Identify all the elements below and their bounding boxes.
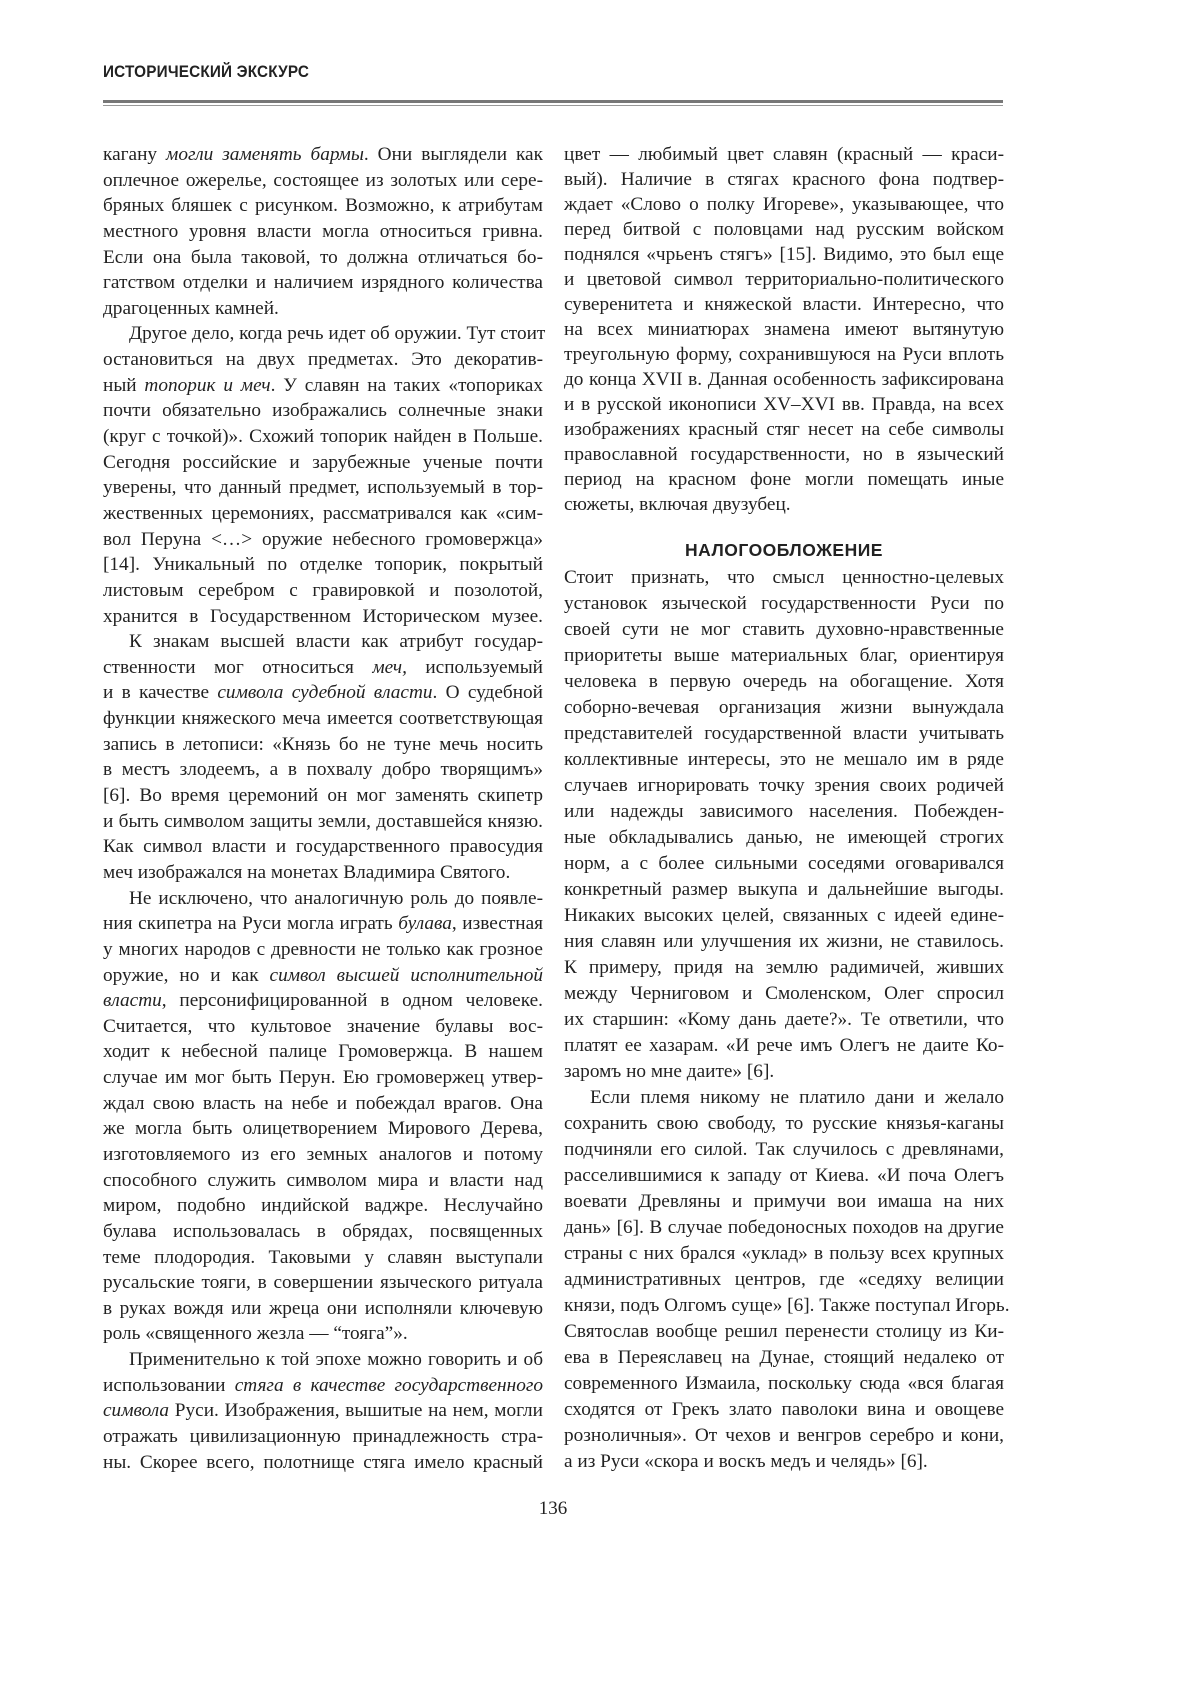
text-line: Святослав вообще решил перенести столицу из Ки- [564,1319,1004,1345]
text-line: коллективные интересы, это не мешало им в ряде [564,747,1004,773]
text-run: оружие, но и как [103,965,270,986]
text-line: Применительно к той эпохе можно говорить и об [103,1347,543,1373]
italic-run: топорик и меч [144,375,270,396]
text-run: используемый [407,657,543,678]
text-line: оплечное ожерелье, состоящее из золотых или сере- [103,168,543,194]
text-line: вол Перуна <…> оружие небесного громовержца» [103,527,543,553]
text-line: местного уровня власти могла относиться гривна. [103,219,543,245]
running-title: ИСТОРИЧЕСКИЙ ЭКСКУРС [103,62,309,82]
text-line: соборно-вечевая организация жизни вынуждала [564,695,1004,721]
text-line: Никаких высоких целей, связанных с идеей едине- [564,903,1004,929]
text-line: почти обязательно изображались солнечные знаки [103,398,543,424]
text-line: треугольную форму, сохранившуюся на Руси вплоть [564,342,1004,367]
text-line: функции княжеского меча имеется соответствующая [103,706,543,732]
text-line: на всех миниатюрах знамена имеют вытянутую [564,317,1004,342]
text-line: роль «священного жезла — “тояга”». [103,1321,543,1347]
text-line: подчиняли его силой. Так случилось с древлянами, [564,1137,1004,1163]
text-line [103,963,543,989]
text-line: между Черниговом и Смоленском, Олег спросил [564,981,1004,1007]
text-line: ния славян или улучшения их жизни, не ставилось. [564,929,1004,955]
text-line: жественных церемониях, рассматривался как «сим- [103,501,543,527]
text-line: установок языческой государственности Руси по [564,591,1004,617]
text-run: . Они выглядели как [364,144,543,165]
italic-run: стяга в качестве государственного [235,1375,543,1396]
text-line: (круг с точкой)». Схожий топорик найден в Польше. [103,424,543,450]
text-line: сходятся от Грекъ злато паволоки вина и овощеве [564,1397,1004,1423]
text-line: уверены, что данный предмет, используемый в тор- [103,475,543,501]
text-line: своей сути не мог ставить духовно-нравственные [564,617,1004,643]
text-line: конкретный размер выкупа и дальнейшие выгоды. [564,877,1004,903]
text-line: Другое дело, когда речь идет об оружии. Тут стоит [103,321,543,347]
text-line: православной государственности, но в языческий [564,442,1004,467]
text-line: а из Руси «скора и воскъ медъ и челядь» [6]. [564,1449,1004,1475]
text-line: до конца XVII в. Данная особенность зафиксирована [564,367,1004,392]
text-line [103,373,543,399]
text-line: ны. Скорее всего, полотнище стяга имело красный [103,1450,543,1476]
text-line: дань» [6]. В случае победоносных походов на другие [564,1215,1004,1241]
text-line: или надежды зависимого населения. Побежден- [564,799,1004,825]
italic-run: власти [103,990,162,1011]
text-run: кагану [103,144,166,165]
italic-run: символа [103,1400,169,1421]
text-line: [14]. Уникальный по отделке топорик, покрытый [103,552,543,578]
text-line: норм, а с более сильными соседями оговаривался [564,851,1004,877]
text-line [103,988,543,1014]
italic-run: символ высшей исполнительной [270,965,543,986]
text-line: Сегодня российские и зарубежные ученые почти [103,450,543,476]
text-run: . О судебной [433,682,543,703]
text-line: изображениях красный стяг несет на себе символы [564,417,1004,442]
header-rule [103,100,1003,103]
text-line: человека в первую очередь на обогащение. Хотя [564,669,1004,695]
text-run: ния скипетра на Руси могла играть [103,913,398,934]
text-line: остановиться на двух предметах. Это декоратив- [103,347,543,373]
right-column-top [564,142,1004,517]
text-line: и в русской иконописи XV–XVI вв. Правда, на всех [564,392,1004,417]
text-line: же могла быть олицетворением Мирового Дерева, [103,1116,543,1142]
text-line: сюжеты, включая двузубец. [564,492,1004,517]
text-run: использовании [103,1375,235,1396]
text-line: и быть символом защиты земли, доставшейся князю. [103,809,543,835]
text-line: князи, подъ Олгомъ суще» [6]. Также поступал Игорь. [564,1293,1004,1319]
page-number: 136 [0,1498,1106,1520]
text-line: ждает «Слово о полку Игореве», указывающее, что [564,192,1004,217]
text-line: у многих народов с древности не только как грозное [103,937,543,963]
text-line: драгоценных камней. [103,296,543,322]
text-line: поднялся «чрьенъ стягъ» [15]. Видимо, это был еще [564,242,1004,267]
text-line: [6]. Во время церемоний он мог заменять скипетр [103,783,543,809]
text-line [103,1373,543,1399]
italic-run: булава [398,913,452,934]
text-line: ходит к небесной палице Громовержца. В нашем [103,1039,543,1065]
text-line: листовым серебром с гравировкой и позолотой, [103,578,543,604]
text-line: бряных бляшек с рисунком. Возможно, к атрибутам [103,193,543,219]
text-line: розноличныя». От чехов и венгров серебро и кони, [564,1423,1004,1449]
text-line: булава использовалась в обрядах, посвященных [103,1219,543,1245]
text-line: заромъ но мне даите» [6]. [564,1059,1004,1085]
text-line: приоритеты выше материальных благ, ориентируя [564,643,1004,669]
text-line: изготовляемого из его земных аналогов и потому [103,1142,543,1168]
text-line: Если племя никому не платило дани и желало [564,1085,1004,1111]
text-line: Не исключено, что аналогичную роль до появле- [103,886,543,912]
right-column-bottom [564,565,1004,1475]
text-line: цвет — любимый цвет славян (красный — краси- [564,142,1004,167]
text-line: перед битвой с половцами над русским войском [564,217,1004,242]
text-line: Считается, что культовое значение булавы вос- [103,1014,543,1040]
text-line: русальские тояги, в совершении языческого ритуала [103,1270,543,1296]
text-line: суверенитета и княжеской власти. Интересно, что [564,292,1004,317]
italic-run: могли заменять бармы [166,144,364,165]
text-line: случае им мог быть Перун. Ею громовержец утвер- [103,1065,543,1091]
text-line: в руках вождя или жреца они исполняли ключевую [103,1296,543,1322]
text-line [103,655,543,681]
text-line: платят ее хазарам. «И рече имъ Олегъ не даите Ко- [564,1033,1004,1059]
text-run: , персонифицированной в одном человеке. [162,990,543,1011]
header-rule-thin [103,105,1003,106]
text-line: период на красном фоне могли помещать иные [564,467,1004,492]
text-run: ный [103,375,144,396]
text-line [103,142,543,168]
text-line: К знакам высшей власти как атрибут государ- [103,629,543,655]
text-line: Как символ власти и государственного правосудия [103,834,543,860]
text-run: ственности мог относиться [103,657,372,678]
section-heading: НАЛОГООБЛОЖЕНИЕ [564,540,1004,561]
text-line: теме плодородия. Таковыми у славян выступали [103,1245,543,1271]
text-line: вый). Наличие в стягах красного фона подтвер- [564,167,1004,192]
text-line: представителей государственной власти учитывать [564,721,1004,747]
text-line [103,911,543,937]
text-line: запись в летописи: «Князь бо не туне мечь носить [103,732,543,758]
text-line: сохранить свою свободу, то русские князья-каганы [564,1111,1004,1137]
text-run: Руси. Изображения, вышитые на нем, могли [169,1400,543,1421]
text-line: Если она была таковой, то должна отличаться бо- [103,245,543,271]
italic-run: символа судебной власти [217,682,432,703]
text-line: ждал свою власть на небе и побеждал врагов. Она [103,1091,543,1117]
text-run: . У славян на таких «топориках [271,375,543,396]
text-line: современного Измаила, поскольку сюда «вся благая [564,1371,1004,1397]
text-line: меч изображался на монетах Владимира Святого. [103,860,543,886]
left-column [103,142,543,1475]
text-line: миром, подобно индийской ваджре. Неслучайно [103,1193,543,1219]
text-line: К примеру, придя на землю радимичей, живших [564,955,1004,981]
text-line [103,1398,543,1424]
italic-run: меч, [372,657,407,678]
text-line: гатством отделки и наличием изрядного количества [103,270,543,296]
text-line: в местъ злодеемъ, а в похвалу добро творящимъ» [103,757,543,783]
text-line: ева в Переяславец на Дунае, стоящий недалеко от [564,1345,1004,1371]
text-line: случаев игнорировать точку зрения своих родичей [564,773,1004,799]
text-line: воевати Древляны и примучи вои имаша на них [564,1189,1004,1215]
text-line: административных центров, где «седяху велиции [564,1267,1004,1293]
text-run: и в качестве [103,682,217,703]
text-line: ные обкладывались данью, не имеющей строгих [564,825,1004,851]
text-line [103,680,543,706]
text-line: способного служить символом мира и власти над [103,1168,543,1194]
text-run: , известная [452,913,543,934]
text-line: страны с них брался «уклад» в пользу всех крупных [564,1241,1004,1267]
text-line: хранится в Государственном Историческом музее. [103,604,543,630]
text-line: расселившимися к западу от Киева. «И поча Олегъ [564,1163,1004,1189]
text-line: отражать цивилизационную принадлежность стра- [103,1424,543,1450]
text-line: их старшин: «Кому дань даете?». Те ответили, что [564,1007,1004,1033]
text-line: и цветовой символ территориально-политического [564,267,1004,292]
text-line: Стоит признать, что смысл ценностно-целевых [564,565,1004,591]
